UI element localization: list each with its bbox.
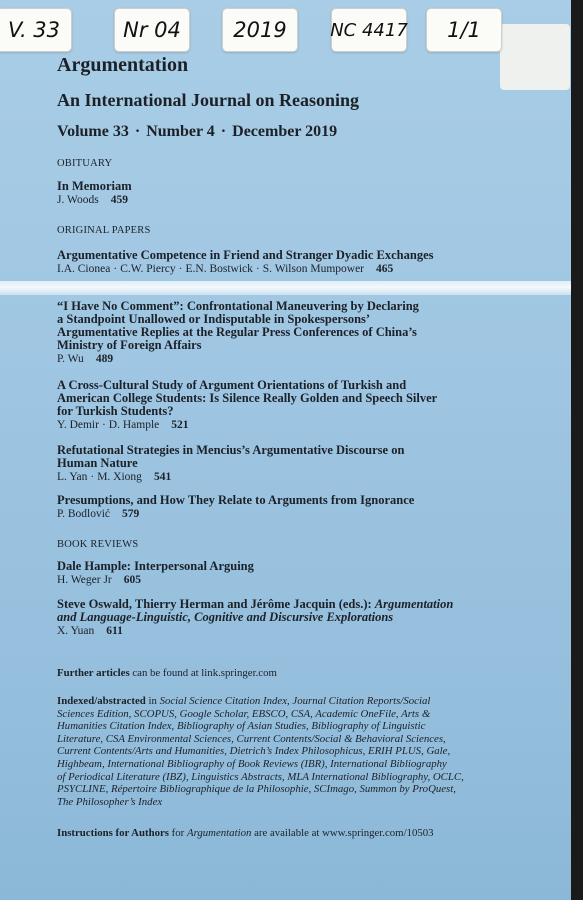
author: S. Wilson Mumpower — [262, 263, 364, 275]
review-title — [57, 598, 557, 624]
instructions-journal: Argumentation — [186, 827, 252, 839]
review-authors — [57, 625, 557, 638]
author: H. Weger Jr — [57, 574, 112, 586]
title-line: for Turkish Students? — [57, 404, 174, 418]
index-line: PSYCLINE, Répertoire Bibliographique de la Philosophie, SCImago, Summon by ProQuest, — [57, 783, 456, 796]
further-articles — [57, 667, 519, 680]
article-entry — [57, 300, 557, 366]
title-line: A Cross-Cultural Study of Argument Orientations of Turkish and — [57, 378, 407, 392]
index-line: The Philosopher’s Index — [57, 795, 163, 808]
title-line: Ministry of Foreign Affairs — [57, 338, 202, 352]
author-separator: · — [101, 419, 106, 431]
title-line: “I Have No Comment”: Confrontational Maneuvering by Declaring — [57, 299, 419, 313]
article-page: 579 — [122, 508, 140, 520]
article-page: 459 — [110, 194, 128, 206]
author: Y. Demir — [57, 419, 99, 431]
issue-line — [57, 123, 337, 141]
index-line — [57, 695, 519, 708]
article-authors — [57, 194, 557, 207]
indexed-lead: in — [145, 695, 160, 707]
section-heading-obituary: OBITUARY — [57, 158, 113, 169]
title-line: and Language-Linguistic, Cognitive and Discursive Explorations — [57, 610, 394, 624]
issue-date: December 2019 — [232, 123, 338, 140]
article-title: Presumptions, and How They Relate to Arguments from Ignorance — [57, 493, 415, 507]
article-page: 465 — [376, 263, 394, 275]
article-authors — [57, 508, 557, 521]
issue-separator: · — [220, 123, 227, 140]
review-entry — [57, 598, 557, 638]
instructions-url: are available at www.springer.com/10503 — [251, 827, 434, 839]
title-line: American College Students: Is Silence Really Golden and Speech Silver — [57, 391, 438, 405]
journal-title: Argumentation — [57, 54, 189, 76]
scan-edge — [571, 0, 583, 900]
further-label: Further articles — [57, 667, 130, 679]
instructions-label: Instructions for Authors — [57, 827, 169, 839]
author-separator: · — [90, 471, 95, 483]
section-heading-original-papers: ORIGINAL PAPERS — [57, 225, 151, 236]
index-line: Literature, CSA Environmental Sciences, Current Contents/Social & Behavioral Sciences, — [57, 732, 446, 745]
author-separator: · — [178, 263, 183, 275]
author-separator: · — [113, 263, 118, 275]
article-authors — [57, 263, 557, 276]
label-volume: V. 33 — [0, 8, 72, 52]
section-heading-book-reviews: BOOK REVIEWS — [57, 539, 139, 550]
scan-fold-band — [0, 281, 571, 295]
article-page: 521 — [171, 419, 189, 431]
author: C.W. Piercy — [120, 263, 176, 275]
title-line: Human Nature — [57, 456, 138, 470]
title-line: Refutational Strategies in Mencius’s Argumentative Discourse on — [57, 443, 405, 457]
author: L. Yan — [57, 471, 88, 483]
review-title: Dale Hample: Interpersonal Arguing — [57, 559, 254, 573]
title-line: a Standpoint Unallowed or Indisputable in Spokespersons’ — [57, 312, 371, 326]
label-copy: 1/1 — [426, 8, 502, 52]
article-page: 489 — [95, 353, 114, 365]
indexed-label: Indexed/abstracted — [57, 695, 146, 707]
article-entry — [57, 444, 557, 484]
article-authors — [57, 353, 557, 366]
index-line: Current Contents/Arts and Humanities, Dietrich’s Index Philosophicus, ERIH PLUS, Gale, — [57, 745, 451, 758]
instructions-for-authors — [57, 827, 519, 840]
article-entry — [57, 494, 557, 521]
author: D. Hample — [108, 419, 160, 431]
review-page: 605 — [123, 574, 141, 586]
author: P. Wu — [57, 353, 84, 365]
index-line: Highbeam, International Bibliography of Book Reviews (IBR), International Bibliography — [57, 757, 447, 770]
issue-volume: Volume 33 — [57, 123, 129, 140]
article-entry — [57, 249, 557, 276]
article-page: 541 — [153, 471, 172, 483]
index-text: Social Science Citation Index, Journal Citation Reports/Social — [159, 695, 431, 707]
index-line: Sciences Edition, SCOPUS, Google Scholar, EBSCO, CSA, Academic OneFile, Arts & — [57, 707, 431, 720]
journal-subtitle: An International Journal on Reasoning — [57, 90, 360, 110]
article-authors — [57, 471, 557, 484]
obituary-entry — [57, 180, 557, 207]
article-title: In Memoriam — [57, 179, 132, 193]
author: P. Bodlović — [57, 508, 111, 520]
article-title — [57, 300, 557, 352]
author: I.A. Cionea — [57, 263, 111, 275]
article-title — [57, 444, 557, 470]
title-italic: Argumentation — [374, 597, 454, 611]
review-page: 611 — [106, 625, 123, 637]
article-entry — [57, 379, 557, 432]
author: J. Woods — [57, 194, 99, 206]
review-authors — [57, 574, 557, 587]
index-line: Humanities Citation Index, Bibliography of Asian Studies, Bibliography of Linguistic — [57, 720, 426, 733]
label-number: Nr 04 — [114, 8, 190, 52]
instructions-mid: for — [168, 827, 187, 839]
author-separator: · — [255, 263, 260, 275]
title-plain: Steve Oswald, Thierry Herman and Jérôme Jacquin (eds.): — [57, 597, 375, 611]
author: E.N. Bostwick — [185, 263, 253, 275]
indexed-abstracted — [57, 695, 519, 808]
article-title: Argumentative Competence in Friend and Stranger Dyadic Exchanges — [57, 248, 434, 262]
article-title — [57, 379, 557, 418]
label-year: 2019 — [222, 8, 298, 52]
issue-separator: · — [134, 123, 141, 140]
article-authors — [57, 419, 557, 432]
author: X. Yuan — [57, 625, 95, 637]
index-line: of Periodical Literature (IBZ), Linguistics Abstracts, MLA International Bibliography, OCLC, — [57, 770, 464, 783]
review-entry — [57, 560, 557, 587]
author: M. Xiong — [97, 471, 142, 483]
label-call-number: NC 4417 — [331, 8, 407, 52]
paper-sticker — [500, 24, 570, 90]
title-line: Argumentative Replies at the Regular Press Conferences of China’s — [57, 325, 417, 339]
issue-number: Number 4 — [146, 123, 215, 140]
further-text: can be found at link.springer.com — [129, 667, 277, 679]
